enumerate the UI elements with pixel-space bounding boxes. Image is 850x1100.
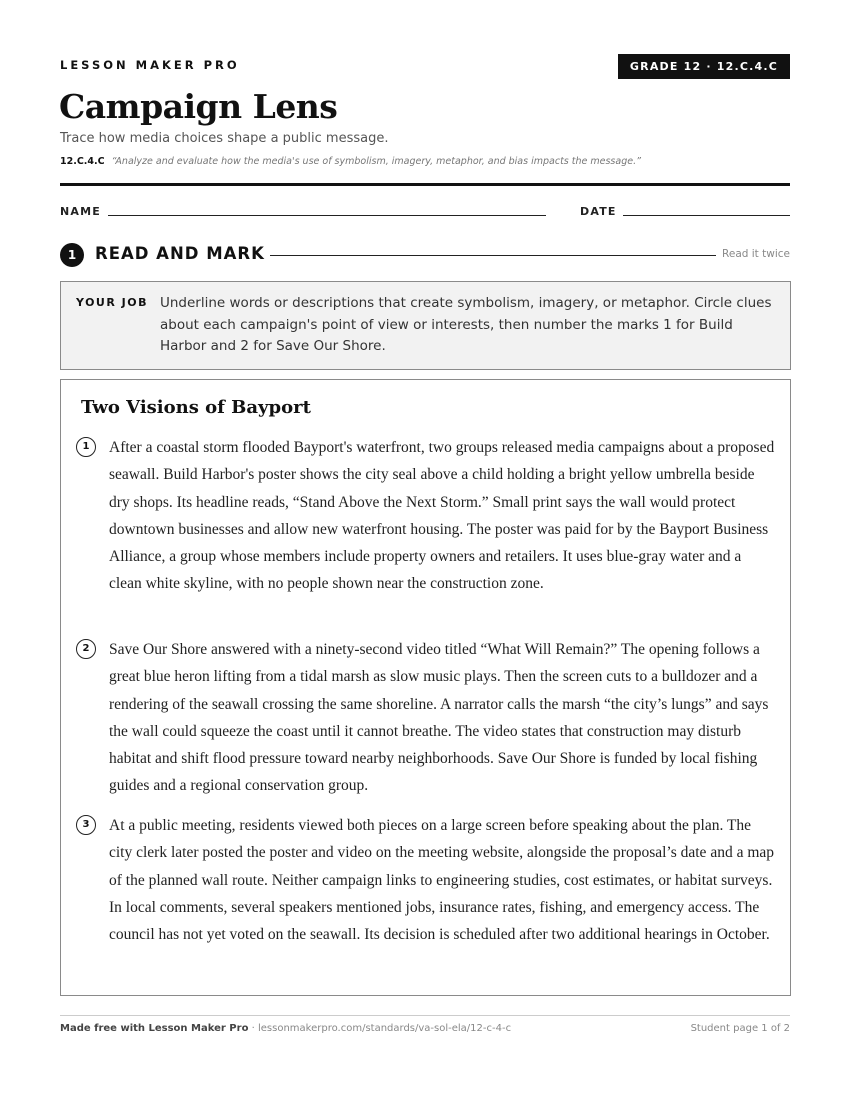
- footer-credit: Made free with Lesson Maker Pro: [60, 1023, 249, 1034]
- name-label: NAME: [60, 205, 101, 218]
- reading-passage: [60, 379, 791, 996]
- standard-line: [60, 156, 641, 167]
- footer-separator: ·: [248, 1023, 258, 1034]
- paragraph-number-circle: 2: [76, 639, 96, 659]
- section-note: Read it twice: [722, 248, 790, 260]
- footer-url[interactable]: lessonmakerpro.com/standards/va-sol-ela/12-c-4-c: [257, 1023, 512, 1034]
- paragraph-text: At a public meeting, residents viewed both pieces on a large screen before speaking about the plan. The city clerk later posted the poster and video on the meeting website, alongside the proposal’s date and a map of the planned wall route. Neither campaign links to engineering studies, cost estimates, or habitat surveys. In local comments, several speakers mentioned jobs, insurance rates, fishing, and emergency access. The council has not yet voted on the seawall. Its decision is scheduled after two additional hearings in October.: [109, 817, 775, 944]
- instructions-label: YOUR JOB: [76, 296, 148, 309]
- paragraph-text: Save Our Shore answered with a ninety-second video titled “What Will Remain?” The opening follows a great blue heron lifting from a tidal marsh as slow music plays. Then the screen cuts to a bulldozer and a rendering of the seawall crossing the same shoreline. A narrator calls the marsh “the city’s lungs” and says the wall could squeeze the coast until it cannot breathe. The video states that construction may disturb habitat and shift flood pressure toward nearby neighborhoods. Save Our Shore is funded by local fishing guides and a regional conservation group.: [109, 641, 769, 795]
- date-label: DATE: [580, 205, 617, 218]
- instructions-text: Underline words or descriptions that create symbolism, imagery, or metaphor. Circle clues about each campaign's point of view or interests, then number the marks 1 for Build Harbor and 2 for Save Our Shore.: [160, 295, 772, 354]
- page-subtitle: Trace how media choices shape a public message.: [60, 131, 389, 146]
- passage-title: Two Visions of Bayport: [81, 397, 311, 418]
- paragraph-number-circle: 3: [76, 815, 96, 835]
- paragraph-number-circle: 1: [76, 437, 96, 457]
- section-divider: [270, 255, 716, 256]
- section-title: READ AND MARK: [95, 244, 265, 263]
- paragraph-text: After a coastal storm flooded Bayport's waterfront, two groups released media campaigns about a proposed seawall. Build Harbor's poster shows the city seal above a child holding a bright yellow umbrella beside dry shops. Its headline reads, “Stand Above the Next Storm.” Small print says the wall would protect downtown businesses and allow new waterfront housing. The poster was paid for by the Bayport Business Alliance, a group whose members include property owners and retailers. It uses blue-gray water and a clean white skyline, with no people shown near the construction zone.: [109, 439, 775, 593]
- grade-badge: GRADE 12 · 12.C.4.C: [618, 54, 790, 79]
- section-number-badge: 1: [60, 243, 84, 267]
- header-divider: [60, 183, 790, 186]
- page-indicator: Student page 1 of 2: [690, 1023, 790, 1034]
- standard-text: “Analyze and evaluate how the media's use of symbolism, imagery, metaphor, and bias impacts the message.”: [111, 156, 642, 167]
- footer-divider: [60, 1015, 790, 1016]
- standard-code: 12.C.4.C: [60, 156, 105, 167]
- page-title: Campaign Lens: [59, 87, 338, 126]
- footer-attribution: [60, 1023, 511, 1034]
- instructions-box: [60, 281, 791, 370]
- brand-name: LESSON MAKER PRO: [60, 58, 240, 72]
- name-field[interactable]: [108, 215, 546, 216]
- date-field[interactable]: [623, 215, 790, 216]
